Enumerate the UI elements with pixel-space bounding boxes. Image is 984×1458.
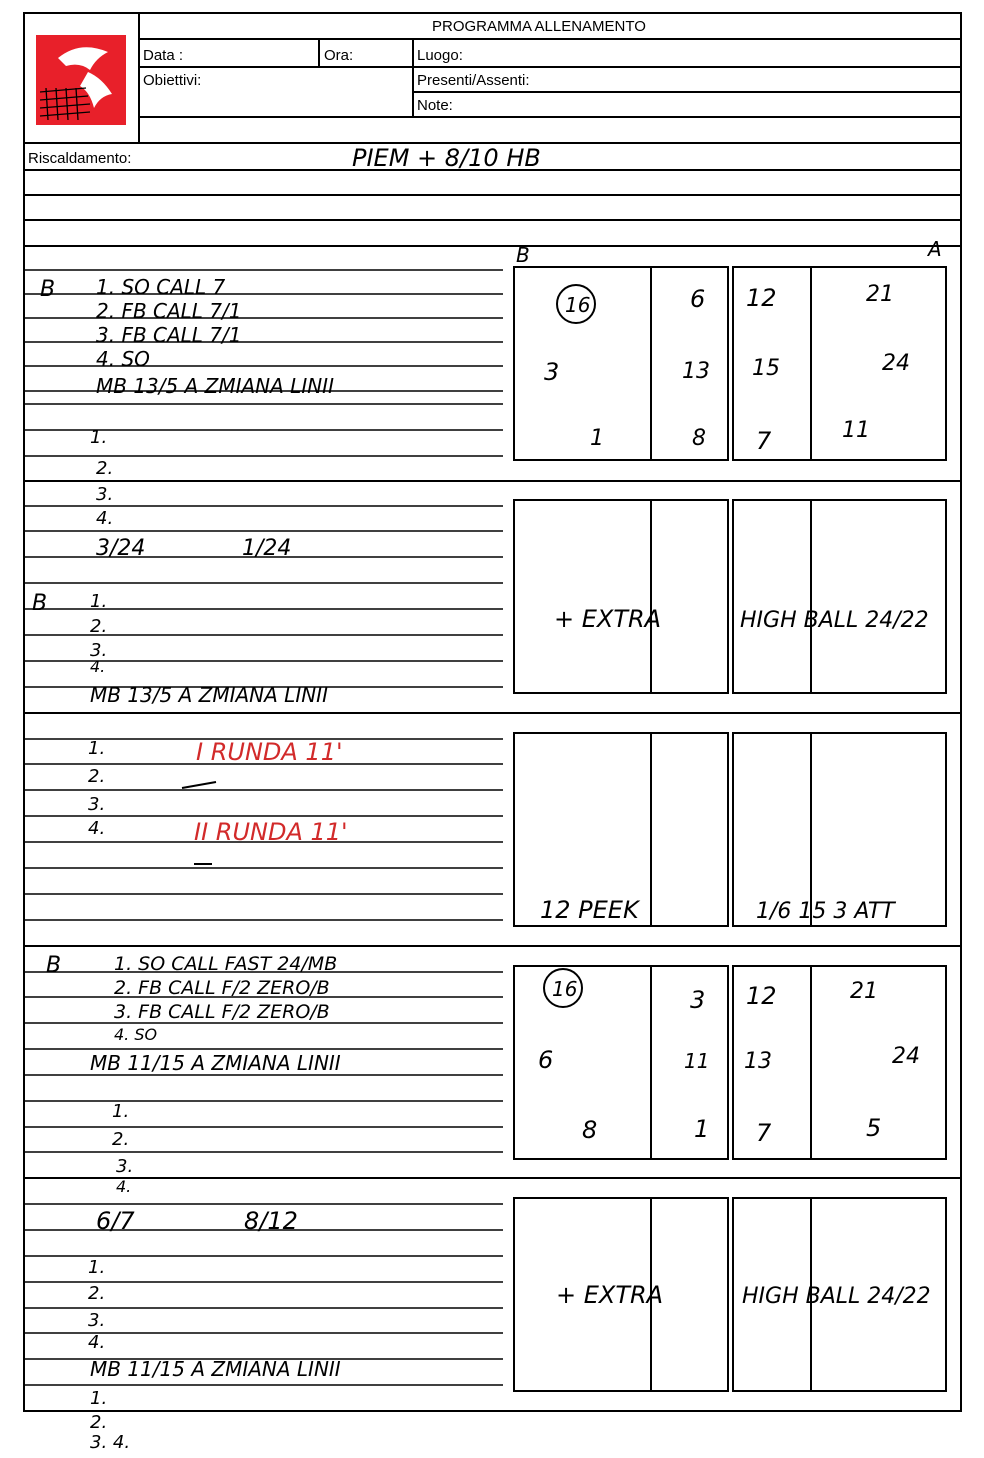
player-number: 12 [746, 284, 777, 312]
list-number: 4. [90, 657, 106, 676]
list-number: 3. [96, 484, 114, 505]
list-number: 1. [88, 1257, 106, 1278]
list-number: 3. 4. [90, 1432, 131, 1453]
list-number: 3. [88, 1310, 106, 1331]
riscaldamento-label: Riscaldamento: [28, 150, 132, 167]
warmup-note: PIEM + 8/10 HB [352, 144, 541, 172]
drill-line: 1. SO CALL 7 [96, 275, 226, 299]
list-number: 1. [90, 591, 108, 612]
player-number: 1 [694, 1115, 710, 1143]
player-number: 6 [690, 285, 706, 313]
player-number: 3 [544, 358, 560, 386]
score: 3/24 [96, 536, 146, 561]
player-number: 12 [746, 982, 777, 1010]
player-number: 21 [866, 282, 894, 307]
drill-line: MB 13/5 A ZMIANA LINII [96, 374, 334, 398]
list-number: 4. [88, 818, 106, 839]
list-number: 3. [90, 640, 108, 661]
red-mark [182, 782, 216, 788]
note-label: Note: [417, 97, 453, 114]
player-number: 24 [882, 351, 910, 376]
court-side-label: A [928, 237, 942, 261]
player-number: 16 [552, 977, 578, 1001]
list-number: 3. [88, 794, 106, 815]
court-note: HIGH BALL 24/22 [740, 608, 929, 633]
player-number: 21 [850, 979, 878, 1004]
player-number: 8 [582, 1116, 598, 1144]
list-number: 4. [96, 508, 114, 529]
score: 1/24 [242, 536, 292, 561]
player-number: 6 [538, 1046, 554, 1074]
drill-line: 3. FB CALL 7/1 [96, 323, 242, 347]
list-number: 2. [112, 1129, 130, 1150]
data-label: Data : [143, 47, 184, 64]
player-number: 7 [756, 427, 772, 455]
list-number: 2. [88, 1283, 106, 1304]
page-title: PROGRAMMA ALLENAMENTO [432, 18, 646, 35]
drill-line: MB 13/5 A ZMIANA LINII [90, 683, 328, 707]
drill-line: 2. FB CALL F/2 ZERO/B [114, 977, 330, 999]
list-number: 4. [116, 1177, 132, 1196]
list-number: 2. [90, 1412, 108, 1433]
player-number: 5 [866, 1114, 882, 1142]
court-side-label: B [516, 243, 530, 267]
list-number: 1. [88, 738, 106, 759]
list-number: 2. [90, 616, 108, 637]
presenti-label: Presenti/Assenti: [417, 72, 530, 89]
drill-line: MB 11/15 A ZMIANA LINII [90, 1357, 341, 1381]
player-number: 3 [690, 986, 706, 1014]
score: 6/7 [96, 1207, 135, 1235]
court-note: HIGH BALL 24/22 [742, 1284, 931, 1309]
side-label: B [46, 953, 62, 978]
list-number: 1. [112, 1101, 130, 1122]
list-number: 1. [90, 427, 108, 448]
player-number: 8 [692, 426, 706, 451]
drill-line: 2. FB CALL 7/1 [96, 299, 242, 323]
drill-line: MB 11/15 A ZMIANA LINII [90, 1051, 341, 1075]
round-note: I RUNDA 11' [196, 738, 343, 766]
player-number: 13 [682, 359, 710, 384]
court-note: 12 PEEK [540, 896, 639, 924]
round-note: II RUNDA 11' [194, 818, 348, 846]
list-number: 2. [88, 766, 106, 787]
list-number: 1. [90, 1388, 108, 1409]
court-note: + EXTRA [554, 605, 662, 633]
player-number: 13 [744, 1049, 772, 1074]
side-label: B [32, 591, 48, 616]
player-number: 11 [842, 418, 870, 443]
list-number: 3. [116, 1156, 134, 1177]
player-number: 24 [892, 1044, 920, 1069]
list-number: 4. [88, 1332, 106, 1353]
list-number: 2. [96, 458, 114, 479]
player-number: 11 [684, 1049, 710, 1073]
ora-label: Ora: [324, 47, 354, 64]
side-label: B [40, 277, 56, 302]
court-note: + EXTRA [556, 1281, 664, 1309]
drill-line: 3. FB CALL F/2 ZERO/B [114, 1001, 330, 1023]
player-number: 1 [590, 426, 604, 451]
court-diagram [514, 500, 946, 693]
player-number: 7 [756, 1119, 772, 1147]
player-number: 15 [752, 356, 780, 381]
luogo-label: Luogo: [417, 47, 463, 64]
player-number: 16 [565, 293, 591, 317]
drill-line: 1. SO CALL FAST 24/MB [114, 953, 338, 975]
court-note: 1/6 15 3 ATT [756, 899, 895, 924]
obiettivi-label: Obiettivi: [143, 72, 202, 89]
drill-line: 4. SO [96, 347, 150, 371]
drill-line: 4. SO [114, 1025, 158, 1044]
volleyball-eagle-logo [36, 35, 126, 125]
score: 8/12 [244, 1207, 298, 1235]
